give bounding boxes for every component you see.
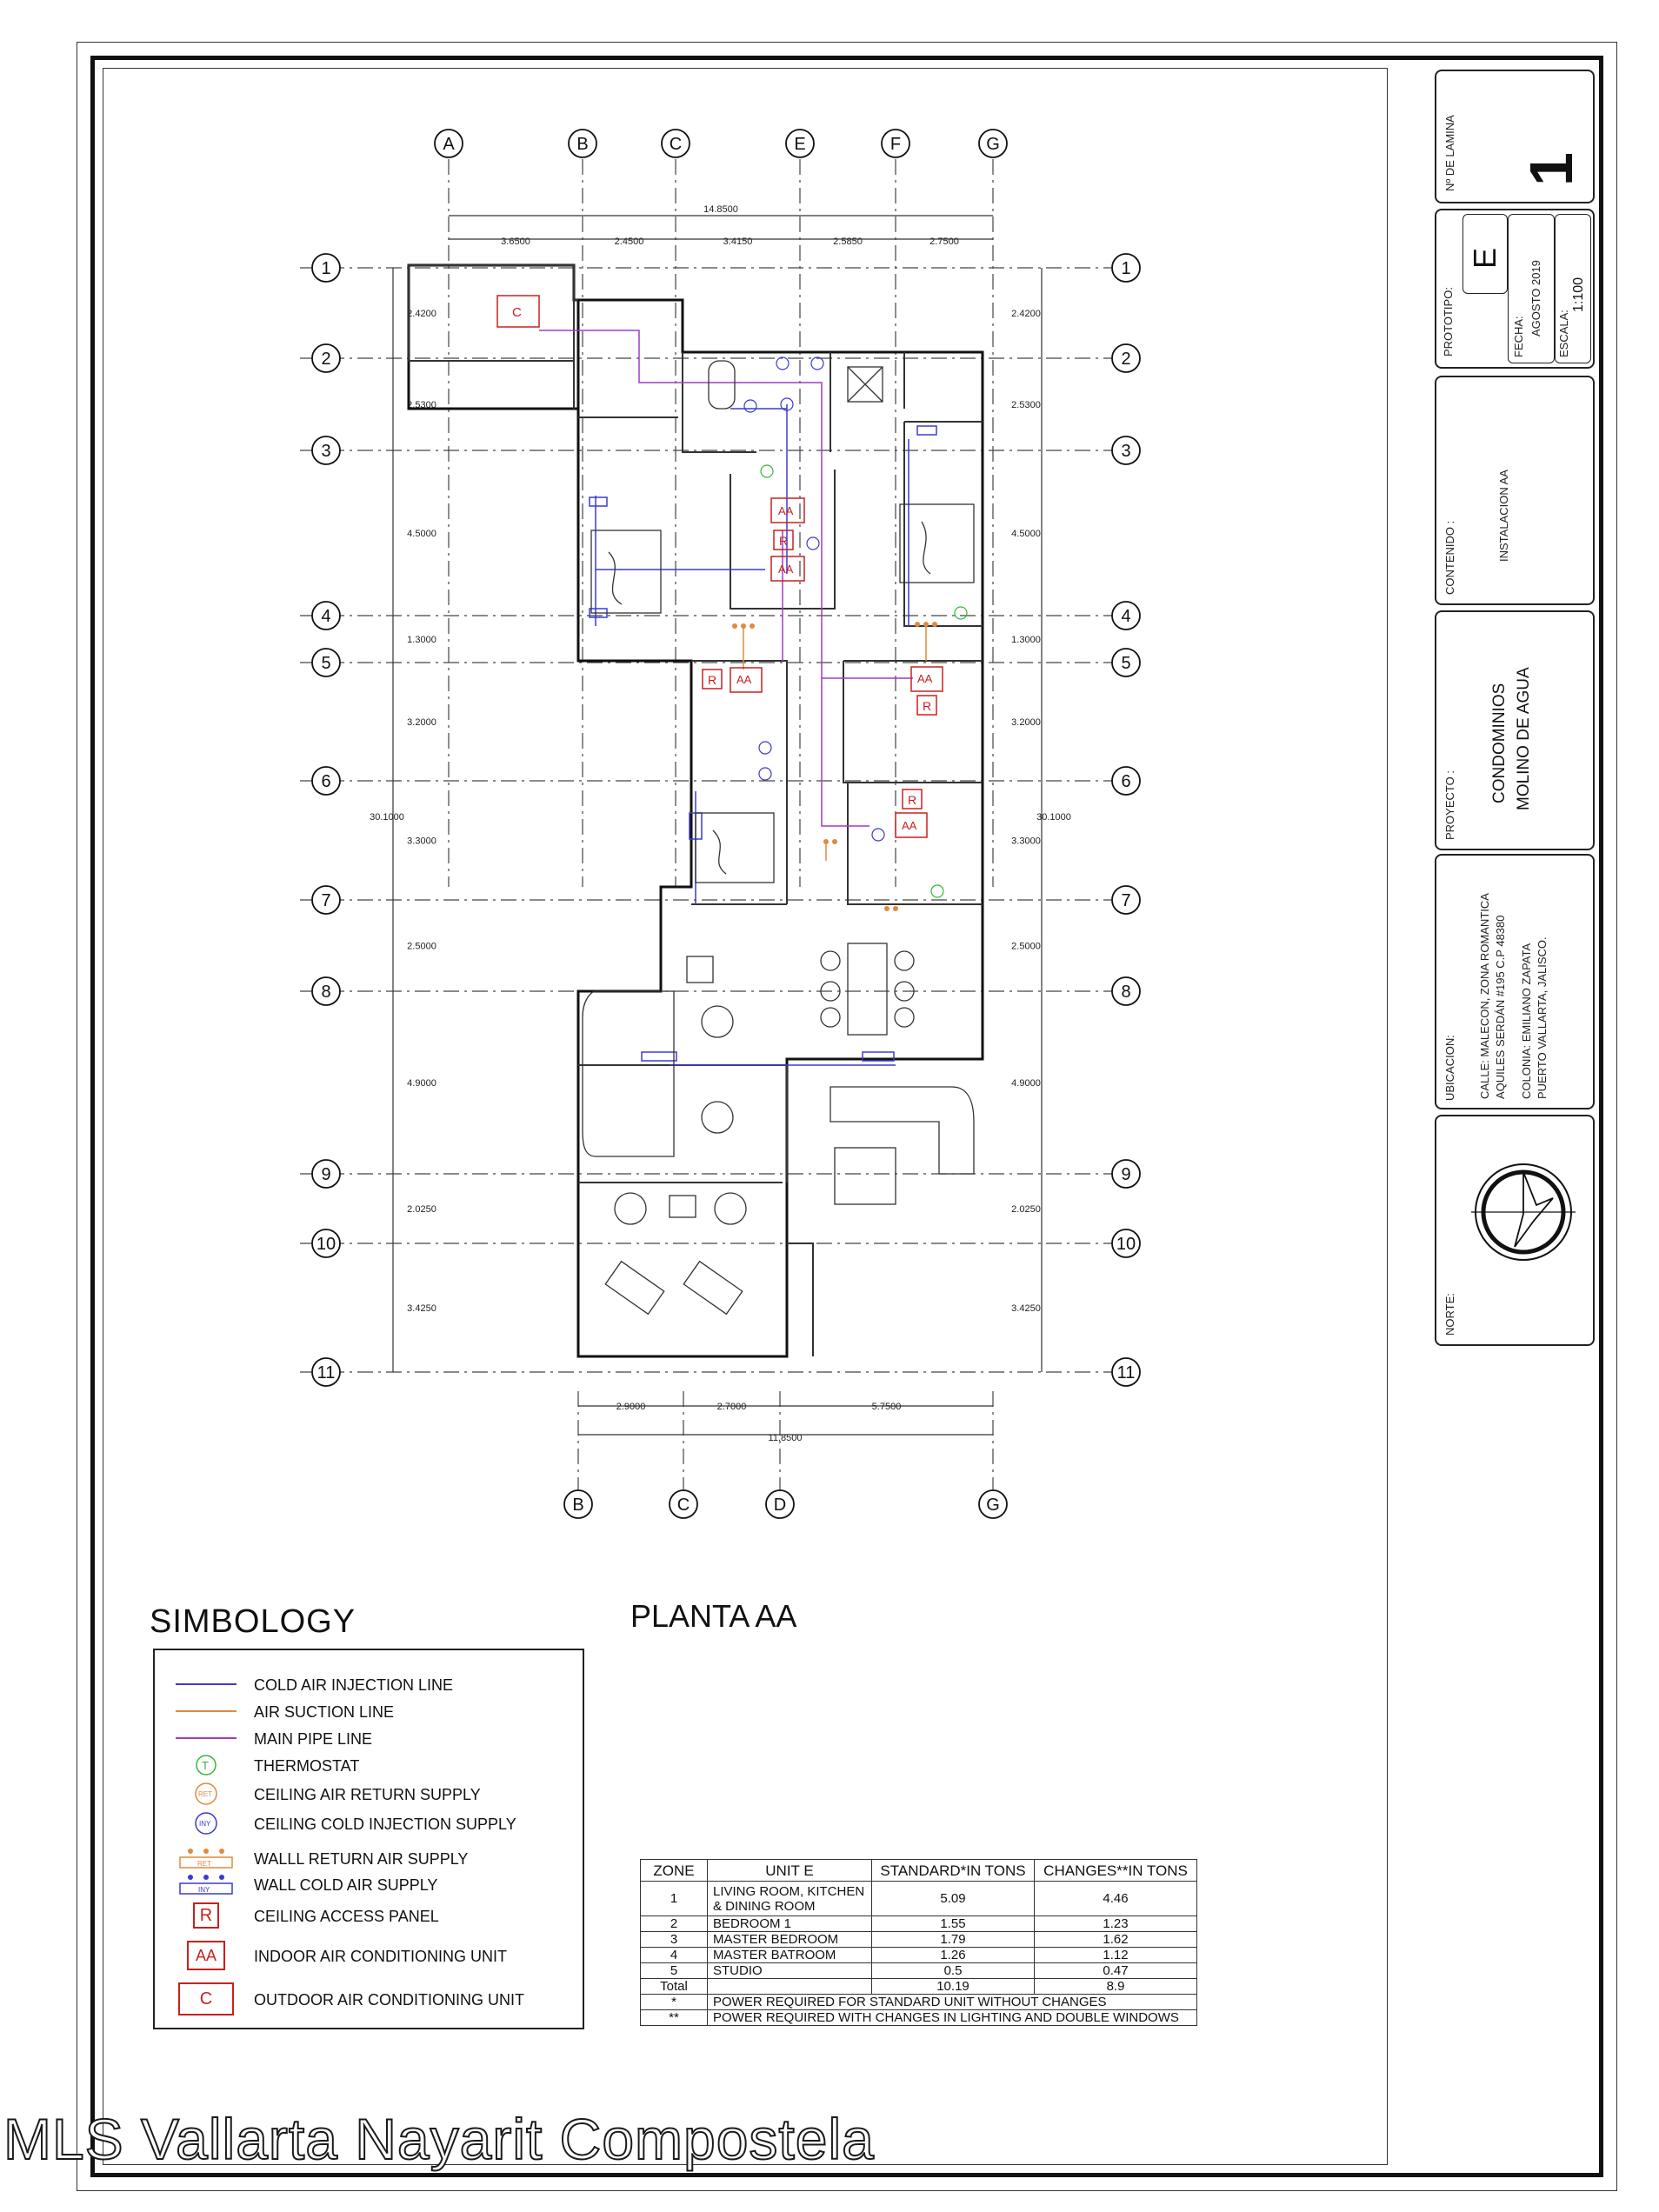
legend-label: WALLL RETURN AIR SUPPLY: [254, 1850, 469, 1868]
standard-cell: 1.79: [872, 1932, 1035, 1948]
dimension-text: 30.1000: [370, 812, 404, 823]
legend-label: AIR SUCTION LINE: [254, 1703, 395, 1721]
legend-label: WALL COLD AIR SUPPLY: [254, 1876, 438, 1894]
column-bubble: [979, 130, 1007, 157]
dimension-text: 3.4250: [1011, 1303, 1041, 1314]
note-text: POWER REQUIRED WITH CHANGES IN LIGHTING AND DOUBLE WINDOWS: [708, 2010, 1197, 2026]
unit-cell: MASTER BATROOM: [708, 1948, 872, 1963]
table-note-row: [641, 2010, 1197, 2026]
table-row: [641, 1963, 1197, 1979]
table-note-row: [641, 1995, 1197, 2010]
access-panels: [703, 530, 936, 809]
svg-text:11: 11: [316, 1363, 336, 1382]
dimension-text: 2.7500: [929, 237, 959, 247]
scale-label: ESCALA:: [1557, 310, 1570, 357]
svg-text:RET: RET: [197, 1860, 211, 1868]
location-line4: PUERTO VALLARTA, JALISCO.: [1536, 936, 1549, 1099]
row-bubble: [312, 1229, 340, 1257]
table-row: [641, 1932, 1197, 1948]
row-bubble: [312, 977, 340, 1005]
column-bubble: [662, 130, 690, 157]
content-label: CONTENIDO :: [1443, 520, 1456, 595]
location-line1: CALLE: MALECON, ZONA ROMANTICA: [1478, 893, 1491, 1099]
prototype-box: [1435, 209, 1595, 369]
north-label: NORTE:: [1443, 1293, 1456, 1336]
row-bubble: [312, 886, 340, 914]
column-bubble: [786, 130, 814, 157]
legend-item: [155, 1986, 583, 2012]
svg-text:9: 9: [321, 1165, 331, 1184]
unit-cell: [708, 1979, 872, 1995]
row-bubble: [1112, 1229, 1140, 1257]
table-header-row: [641, 1860, 1197, 1882]
dimension-text: 2.7000: [716, 1402, 747, 1412]
date-value: AGOSTO 2019: [1529, 260, 1542, 336]
dimension-text: 2.5300: [1011, 400, 1041, 410]
svg-text:AA: AA: [778, 563, 794, 576]
dimension-text: 1.3000: [1011, 635, 1041, 645]
svg-text:RET: RET: [198, 1790, 212, 1798]
row-bubble: [1112, 1160, 1140, 1188]
svg-text:AA: AA: [917, 672, 933, 685]
content-box: [1435, 376, 1595, 605]
dimension-text: 2.9000: [616, 1402, 646, 1412]
location-label: UBICACION:: [1443, 1035, 1456, 1101]
zone-cell: 2: [641, 1916, 708, 1932]
dimension-text: 2.4200: [407, 309, 436, 319]
svg-text:AA: AA: [778, 504, 794, 517]
row-bubble: [1112, 254, 1140, 282]
legend-item: [155, 1671, 583, 1697]
svg-text:B: B: [576, 135, 589, 154]
svg-text:T: T: [202, 1759, 209, 1772]
legend-item: [155, 1902, 583, 1929]
plan-title: PLANTA AA: [630, 1598, 797, 1634]
legend-item: [155, 1871, 583, 1897]
outdoor-ac-unit: [497, 296, 539, 327]
air-suction-line-icon: [176, 1698, 237, 1724]
unit-cell: LIVING ROOM, KITCHEN & DINING ROOM: [708, 1882, 872, 1916]
svg-text:INY: INY: [199, 1820, 211, 1828]
svg-text:5: 5: [321, 654, 331, 673]
dimension-text: 30.1000: [1036, 812, 1071, 823]
table-row: [641, 1948, 1197, 1963]
svg-text:R: R: [779, 534, 789, 548]
row-bubble: [1112, 344, 1140, 372]
svg-text:10: 10: [316, 1235, 336, 1254]
simbology-title: SIMBOLOGY: [150, 1603, 356, 1640]
svg-text:A: A: [443, 135, 455, 154]
row-bubble: [1112, 436, 1140, 464]
access-panel-icon: R: [193, 1902, 219, 1929]
zone-cell: Total: [641, 1979, 708, 1995]
svg-text:INY: INY: [198, 1886, 210, 1894]
row-bubble: [312, 767, 340, 795]
svg-text:7: 7: [1121, 891, 1131, 910]
legend-label: COLD AIR INJECTION LINE: [254, 1676, 454, 1694]
svg-text:B: B: [572, 1496, 584, 1515]
column-bubble: [979, 1490, 1007, 1518]
unit-cell: STUDIO: [708, 1963, 872, 1979]
svg-text:1: 1: [1121, 259, 1131, 278]
row-bubble: [1112, 977, 1140, 1005]
project-label: PROYECTO :: [1443, 770, 1456, 840]
scale-value: 1:100: [1571, 276, 1586, 312]
project-line1: CONDOMINIOS: [1490, 683, 1509, 803]
dimension-text: 2.0250: [407, 1204, 436, 1215]
svg-text:5: 5: [1121, 654, 1131, 673]
dimension-text: 3.6500: [501, 237, 530, 247]
dimension-text: 2.0250: [1011, 1204, 1041, 1215]
dimension-text: 2.5300: [407, 400, 436, 410]
legend-item: [155, 1810, 583, 1836]
column-bubble: [882, 130, 909, 157]
dimension-text: 5.7500: [871, 1402, 902, 1412]
dimension-text: 14.8500: [703, 204, 738, 215]
dimension-text: 2.4200: [1011, 309, 1041, 319]
legend-item: [155, 1781, 583, 1807]
row-bubble: [1112, 602, 1140, 630]
zone-cell: 3: [641, 1932, 708, 1948]
main-pipe-line-icon: [176, 1725, 237, 1751]
dimension-text: 3.4150: [723, 237, 753, 247]
cold-air-injection-lines: [596, 404, 909, 1065]
column-bubble: [670, 1490, 697, 1518]
table-row: [641, 1979, 1197, 1995]
dimension-text: 3.3000: [1011, 836, 1041, 847]
svg-text:10: 10: [1116, 1235, 1136, 1254]
table-row: [641, 1882, 1197, 1916]
legend-item: [155, 1752, 583, 1778]
thermostat-icon: [176, 1752, 237, 1778]
row-bubble: [1112, 649, 1140, 676]
column-bubble: [435, 130, 463, 157]
svg-text:1: 1: [321, 259, 331, 278]
svg-text:3: 3: [321, 442, 331, 461]
dimension-lines: [393, 216, 1042, 1435]
dimension-text: 4.5000: [407, 529, 436, 539]
changes-cell: 4.46: [1035, 1882, 1197, 1916]
svg-text:7: 7: [321, 891, 331, 910]
svg-text:8: 8: [321, 983, 331, 1002]
column-header: CHANGES**IN TONS: [1035, 1860, 1197, 1882]
svg-text:G: G: [986, 1496, 1000, 1515]
dimension-text: 4.5000: [1011, 529, 1041, 539]
location-box: [1435, 854, 1595, 1109]
note-text: POWER REQUIRED FOR STANDARD UNIT WITHOUT CHANGES: [708, 1995, 1197, 2010]
svg-text:8: 8: [1121, 983, 1131, 1002]
location-line2: AQUILES SERDÁN #195 C.P 48380: [1494, 915, 1507, 1099]
row-bubble: [312, 1358, 340, 1386]
zone-cell: 5: [641, 1963, 708, 1979]
column-header: ZONE: [641, 1860, 708, 1882]
legend-label: CEILING AIR RETURN SUPPLY: [254, 1786, 481, 1803]
svg-text:C: C: [669, 135, 683, 154]
dimension-text: 3.3000: [407, 836, 436, 847]
location-line3: COLONIA: EMILIANO ZAPATA: [1520, 943, 1533, 1099]
note-mark: **: [641, 2010, 708, 2026]
row-bubble: [312, 254, 340, 282]
svg-text:3: 3: [1121, 442, 1131, 461]
wall-return-icon: [176, 1845, 237, 1871]
simbology-legend: [153, 1649, 584, 2029]
dimension-text: 2.5000: [407, 941, 436, 952]
svg-text:R: R: [908, 793, 917, 807]
watermark: MLS Vallarta Nayarit Compostela: [3, 2107, 875, 2171]
svg-text:R: R: [708, 673, 717, 687]
svg-text:4: 4: [1121, 607, 1131, 626]
legend-item: [155, 1845, 583, 1871]
svg-text:AA: AA: [902, 819, 917, 832]
dimension-texts: [370, 204, 1071, 1443]
unit-cell: BEDROOM 1: [708, 1916, 872, 1932]
changes-cell: 1.23: [1035, 1916, 1197, 1932]
column-bubble: [766, 1490, 794, 1518]
standard-cell: 10.19: [872, 1979, 1035, 1995]
row-bubble: [312, 436, 340, 464]
svg-text:G: G: [986, 135, 1000, 154]
row-bubble: [312, 649, 340, 676]
svg-text:C: C: [676, 1496, 690, 1515]
svg-text:D: D: [773, 1496, 787, 1515]
changes-cell: 0.47: [1035, 1963, 1197, 1979]
wall-cold-supply-icon: [176, 1871, 237, 1897]
table-row: [641, 1916, 1197, 1932]
standard-cell: 1.26: [872, 1948, 1035, 1963]
indoor-unit-icon: AA: [187, 1941, 225, 1970]
column-bubble: [569, 130, 596, 157]
dimension-text: 1.3000: [407, 635, 436, 645]
dimension-text: 3.2000: [407, 717, 436, 728]
column-bubble: [564, 1490, 592, 1518]
standard-cell: 0.5: [872, 1963, 1035, 1979]
row-bubble: [312, 344, 340, 372]
north-box: [1435, 1115, 1595, 1346]
column-header: STANDARD*IN TONS: [872, 1860, 1035, 1882]
legend-item: [155, 1942, 583, 1969]
legend-label: MAIN PIPE LINE: [254, 1730, 373, 1748]
changes-cell: 1.62: [1035, 1932, 1197, 1948]
standard-cell: 5.09: [872, 1882, 1035, 1916]
dimension-text: 3.2000: [1011, 717, 1041, 728]
project-line2: MOLINO DE AGUA: [1515, 667, 1533, 810]
dimension-text: 3.4250: [407, 1303, 436, 1314]
zone-table: [640, 1859, 1197, 2026]
standard-cell: 1.55: [872, 1916, 1035, 1932]
svg-text:2: 2: [1121, 350, 1131, 369]
svg-text:6: 6: [321, 772, 331, 791]
svg-text:E: E: [794, 135, 806, 154]
north-arrow-icon: [1462, 1151, 1584, 1273]
dimension-text: 4.9000: [407, 1078, 436, 1089]
wall-cold-supplies: [590, 426, 936, 1061]
project-box: [1435, 610, 1595, 850]
legend-label: OUTDOOR AIR CONDITIONING UNIT: [254, 1991, 525, 2009]
row-bubble: [312, 1160, 340, 1188]
legend-label: CEILING ACCESS PANEL: [254, 1908, 439, 1925]
svg-text:6: 6: [1121, 772, 1131, 791]
svg-text:R: R: [923, 699, 932, 713]
prototype-label: PROTOTIPO:: [1442, 287, 1455, 356]
cold-air-line-icon: [176, 1671, 237, 1697]
interior-walls: [574, 300, 983, 1356]
dimension-text: 2.4500: [614, 237, 644, 247]
sheet-number-box: [1435, 70, 1595, 203]
legend-item: [155, 1698, 583, 1724]
outdoor-unit-icon: C: [178, 1982, 234, 2015]
legend-label: INDOOR AIR CONDITIONING UNIT: [254, 1948, 508, 1965]
ceiling-injection-icon: [176, 1810, 237, 1836]
dimension-text: 4.9000: [1011, 1078, 1041, 1089]
changes-cell: 8.9: [1035, 1979, 1197, 1995]
legend-label: THERMOSTAT: [254, 1757, 360, 1775]
unit-cell: MASTER BEDROOM: [708, 1932, 872, 1948]
svg-text:9: 9: [1121, 1165, 1131, 1184]
row-bubble: [1112, 767, 1140, 795]
column-header: UNIT E: [708, 1860, 872, 1882]
row-bubble: [1112, 1358, 1140, 1386]
svg-text:11: 11: [1116, 1363, 1136, 1382]
svg-text:2: 2: [321, 350, 331, 369]
prototype-value: E: [1467, 247, 1502, 269]
row-bubble: [312, 602, 340, 630]
row-bubble: [1112, 886, 1140, 914]
indoor-ac-units: [730, 498, 943, 837]
svg-text:F: F: [889, 135, 902, 154]
content-value: INSTALACION AA: [1497, 470, 1510, 562]
zone-cell: 4: [641, 1948, 708, 1963]
dimension-text: 2.5000: [1011, 941, 1041, 952]
access-panel-labels: [708, 534, 931, 807]
svg-text:4: 4: [321, 607, 331, 626]
dimension-text: 2.5850: [833, 237, 863, 247]
wall-return-supplies: [732, 622, 937, 911]
outdoor-unit-label: C: [512, 305, 522, 320]
date-label: FECHA:: [1512, 316, 1525, 357]
sheet-number: 1: [1517, 152, 1585, 186]
dimension-text: 11.8500: [768, 1433, 803, 1443]
ceiling-injection-supplies: [744, 357, 884, 841]
legend-item: [155, 1725, 583, 1751]
note-mark: *: [641, 1995, 708, 2010]
sheet-number-label: Nº DE LAMINA: [1443, 115, 1456, 191]
svg-text:AA: AA: [736, 673, 752, 686]
ceiling-return-icon: [176, 1781, 237, 1807]
changes-cell: 1.12: [1035, 1948, 1197, 1963]
zone-cell: 1: [641, 1882, 708, 1916]
legend-label: CEILING COLD INJECTION SUPPLY: [254, 1816, 516, 1833]
